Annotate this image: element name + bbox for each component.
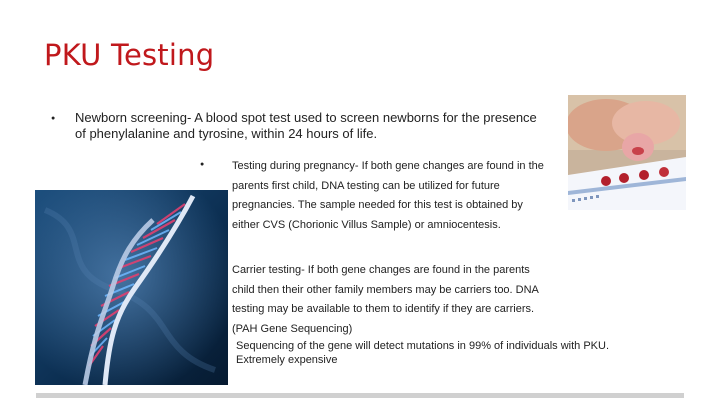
bullet-dot: ● [51, 115, 56, 122]
bullet-gene-sequencing: Sequencing of the gene will detect mutations in 99% of individuals with PKU. [236, 340, 609, 352]
footer-bar [36, 393, 684, 398]
bullet-pregnancy-testing: Testing during pregnancy- If both gene changes are found in the parents first child, DNA testing can be utilized for future pregnancies. The sample needed for this test is obtained by either CVS (Chorionic Villus Sample) or amniocentesis. [232, 160, 544, 231]
bullet-expensive: Extremely expensive [236, 354, 338, 366]
bullet-dot: ● [200, 161, 205, 168]
bullet-newborn-screening: Newborn screening- A blood spot test used to screen newborns for the presence of phenylalanine and tyrosine, within 24 hours of life. [75, 110, 537, 141]
bullet-carrier-testing: Carrier testing- If both gene changes are found in the parents child then their other family members may be carriers too. DNA testing may be available to them to identify if they are carriers. (PAH Gene Sequencing) [232, 264, 539, 335]
slide-title: PKU Testing [44, 38, 215, 72]
newborn-heel-blood-spot-image [568, 95, 686, 210]
dna-helix-image [35, 190, 228, 385]
